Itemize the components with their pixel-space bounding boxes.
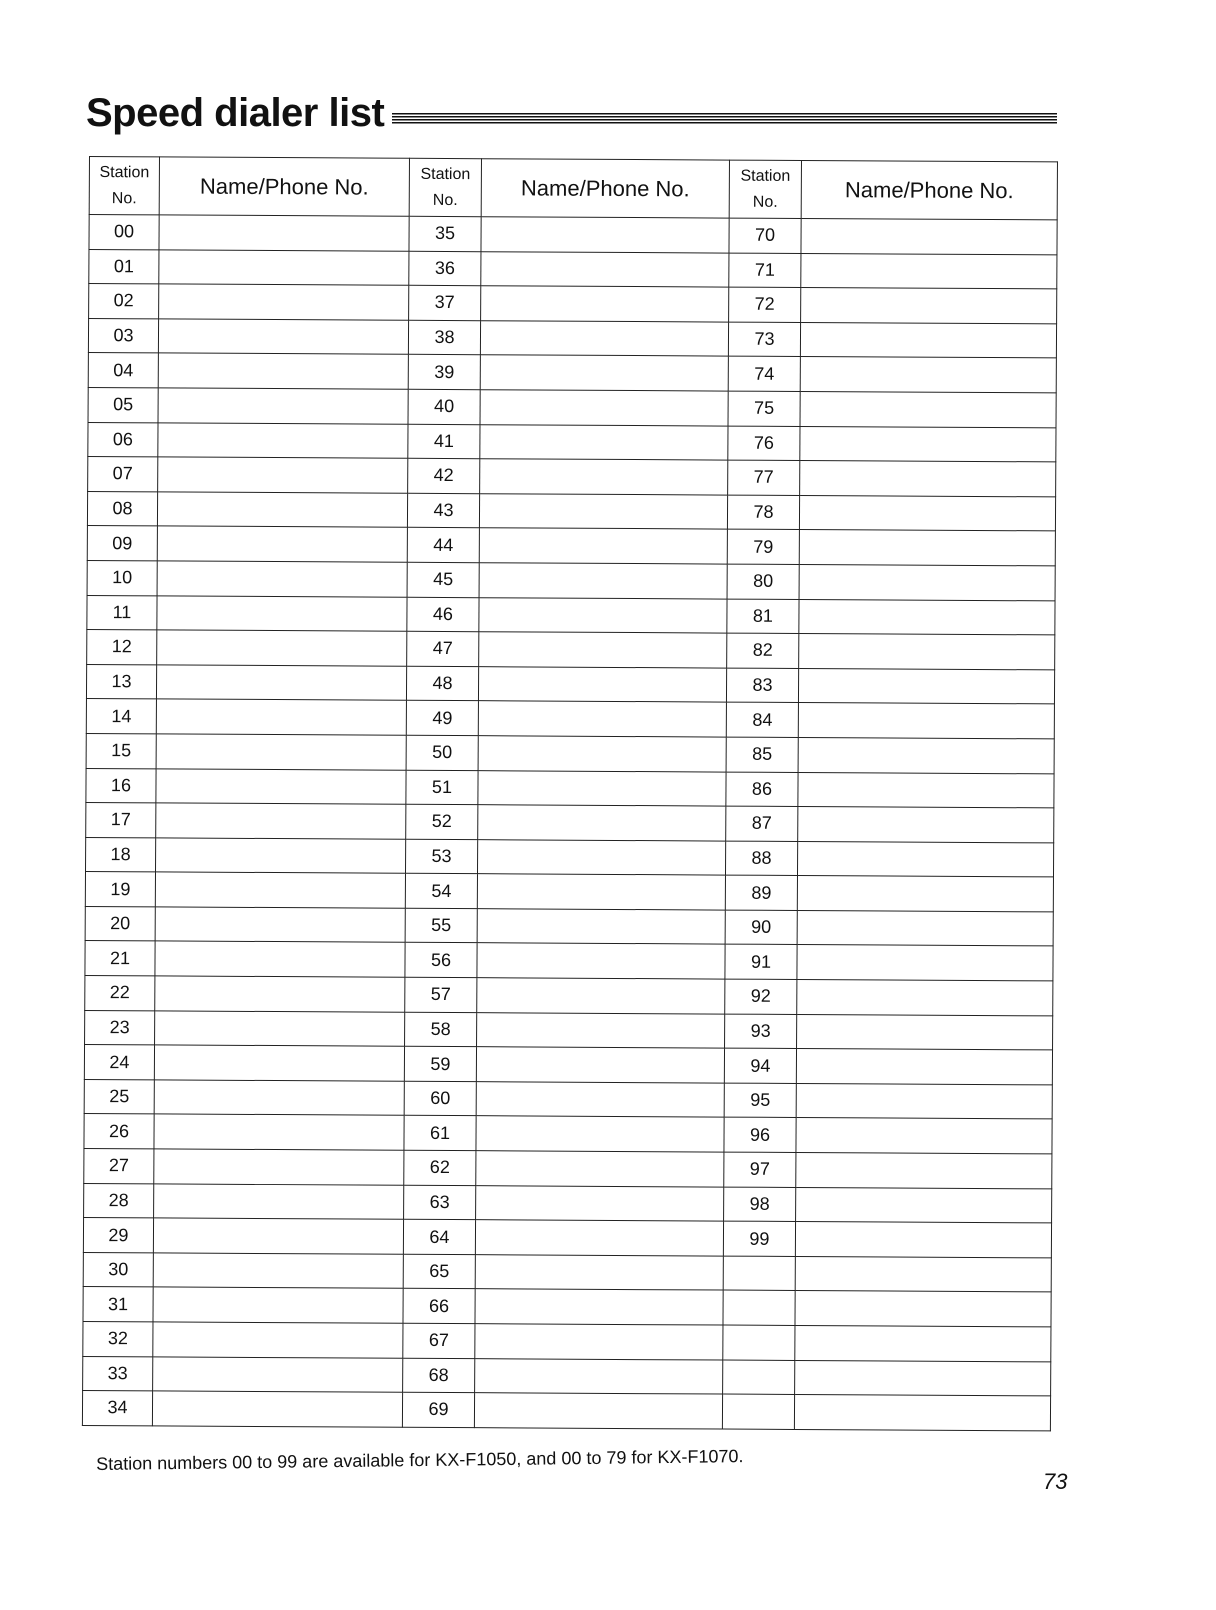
name-phone-cell (796, 1118, 1052, 1154)
name-phone-cell (155, 976, 405, 1012)
station-number-cell: 36 (409, 251, 481, 286)
name-phone-cell (795, 1360, 1051, 1396)
table-row (84, 1079, 1052, 1119)
name-phone-cell (158, 457, 408, 493)
table-row (84, 1149, 1052, 1189)
name-phone-cell (158, 353, 408, 389)
station-number-cell: 77 (728, 460, 800, 495)
name-phone-cell (153, 1218, 403, 1254)
name-phone-cell (799, 599, 1055, 635)
name-phone-cell (481, 217, 729, 253)
name-phone-cell (799, 530, 1055, 566)
station-number-cell: 42 (408, 458, 480, 493)
table-row (89, 249, 1057, 289)
table-row (86, 803, 1054, 843)
name-phone-cell (479, 493, 727, 529)
station-number-cell: 73 (728, 322, 800, 357)
table-row (87, 526, 1055, 566)
station-number-cell: 01 (89, 249, 159, 284)
table-row (84, 1114, 1052, 1154)
station-number-cell: 98 (724, 1187, 796, 1222)
table-row (88, 353, 1056, 393)
name-phone-cell (480, 459, 728, 495)
name-phone-cell (799, 564, 1055, 600)
name-phone-cell (478, 770, 726, 806)
name-phone-cell (800, 426, 1056, 462)
table-row (84, 1045, 1052, 1085)
name-phone-cell (158, 422, 408, 458)
table-row (87, 560, 1055, 600)
name-phone-cell (801, 288, 1057, 324)
name-phone-cell (153, 1322, 403, 1358)
name-phone-cell (796, 1049, 1052, 1085)
name-phone-cell (480, 390, 728, 426)
table-header-row (89, 157, 1057, 220)
station-number-cell: 26 (84, 1114, 154, 1149)
name-phone-cell (154, 1045, 404, 1081)
station-number-cell (723, 1290, 795, 1325)
name-phone-cell (156, 665, 406, 701)
title-rule (392, 113, 1057, 125)
name-phone-cell (156, 734, 406, 770)
name-phone-cell (477, 943, 725, 979)
name-phone-cell (158, 319, 408, 355)
station-number-cell: 88 (725, 841, 797, 876)
table-row (83, 1218, 1051, 1258)
station-number-cell: 06 (88, 422, 158, 457)
station-number-cell: 43 (407, 493, 479, 528)
name-phone-cell (799, 495, 1055, 531)
station-number-cell: 23 (85, 1010, 155, 1045)
table-row (86, 768, 1054, 808)
name-phone-cell (478, 736, 726, 772)
table-row (85, 941, 1053, 981)
station-number-cell: 46 (407, 597, 479, 632)
speed-dialer-table (82, 156, 1058, 1431)
table-row (89, 215, 1057, 255)
table-row (83, 1252, 1051, 1292)
name-phone-cell (475, 1324, 723, 1360)
name-phone-cell (476, 1082, 724, 1118)
station-number-cell: 59 (404, 1047, 476, 1082)
name-phone-cell (475, 1254, 723, 1290)
station-number-cell: 51 (406, 770, 478, 805)
name-phone-cell (796, 1187, 1052, 1223)
table-row (87, 491, 1055, 531)
name-phone-cell (477, 978, 725, 1014)
name-phone-cell (156, 803, 406, 839)
page-number: 73 (1043, 1469, 1068, 1494)
station-number-cell: 12 (87, 630, 157, 665)
table-row (88, 457, 1056, 497)
name-phone-cell (800, 461, 1056, 497)
table-row (83, 1356, 1051, 1396)
station-number-cell: 03 (88, 318, 158, 353)
table-row (87, 630, 1055, 670)
name-phone-cell (800, 357, 1056, 393)
name-phone-cell (479, 597, 727, 633)
name-phone-cell (475, 1289, 723, 1325)
name-phone-cell (476, 1151, 724, 1187)
name-phone-cell (480, 320, 728, 356)
station-number-cell: 87 (726, 806, 798, 841)
table-row (86, 664, 1054, 704)
station-number-cell: 04 (88, 353, 158, 388)
name-phone-cell (157, 595, 407, 631)
station-number-cell: 94 (724, 1048, 796, 1083)
table-row (88, 387, 1056, 427)
station-number-cell: 65 (403, 1254, 475, 1289)
station-number-cell: 28 (84, 1183, 154, 1218)
name-phone-cell (157, 561, 407, 597)
station-number-cell: 79 (727, 529, 799, 564)
name-phone-cell (798, 668, 1054, 704)
station-number-cell: 50 (406, 735, 478, 770)
name-phone-cell (797, 980, 1053, 1016)
name-phone-cell (795, 1222, 1051, 1258)
name-header-3: Name/Phone No. (801, 160, 1057, 219)
station-number-cell: 54 (405, 874, 477, 909)
station-number-cell: 80 (727, 564, 799, 599)
station-number-cell (723, 1360, 795, 1395)
station-number-cell: 92 (725, 979, 797, 1014)
station-number-cell: 16 (86, 768, 156, 803)
name-phone-cell (479, 632, 727, 668)
name-phone-cell (794, 1395, 1050, 1431)
station-header-1: Station No. (89, 157, 159, 215)
table-row (83, 1287, 1051, 1327)
name-phone-cell (477, 1012, 725, 1048)
station-number-cell: 29 (83, 1218, 153, 1253)
table-row (89, 284, 1057, 324)
station-number-cell: 47 (407, 631, 479, 666)
table-row (86, 837, 1054, 877)
name-phone-cell (156, 838, 406, 874)
station-number-cell: 99 (723, 1221, 795, 1256)
name-phone-cell (476, 1185, 724, 1221)
name-phone-cell (797, 876, 1053, 912)
table-row (85, 906, 1053, 946)
name-phone-cell (476, 1116, 724, 1152)
station-number-cell: 07 (88, 457, 158, 492)
name-phone-cell (801, 218, 1057, 254)
name-phone-cell (800, 322, 1056, 358)
name-phone-cell (157, 526, 407, 562)
table-row (88, 318, 1056, 358)
station-number-cell: 40 (408, 389, 480, 424)
name-phone-cell (156, 699, 406, 735)
station-number-cell: 44 (407, 528, 479, 563)
station-number-cell: 93 (725, 1014, 797, 1049)
station-number-cell: 39 (408, 355, 480, 390)
name-phone-cell (153, 1287, 403, 1323)
name-header-2: Name/Phone No. (481, 159, 729, 218)
name-phone-cell (157, 492, 407, 528)
name-phone-cell (153, 1356, 403, 1392)
name-phone-cell (798, 737, 1054, 773)
station-number-cell: 11 (87, 595, 157, 630)
station-number-cell: 30 (83, 1252, 153, 1287)
name-phone-cell (479, 563, 727, 599)
station-number-cell: 52 (406, 804, 478, 839)
name-phone-cell (799, 634, 1055, 670)
station-number-cell: 60 (404, 1081, 476, 1116)
station-number-cell: 56 (405, 943, 477, 978)
station-number-cell: 75 (728, 391, 800, 426)
station-number-cell (722, 1394, 794, 1429)
station-number-cell: 67 (403, 1323, 475, 1358)
name-phone-cell (795, 1291, 1051, 1327)
station-number-cell: 00 (89, 215, 159, 250)
name-phone-cell (478, 701, 726, 737)
station-number-cell: 32 (83, 1321, 153, 1356)
table-row (85, 872, 1053, 912)
station-number-cell: 09 (87, 526, 157, 561)
station-number-cell: 53 (405, 839, 477, 874)
station-number-cell: 96 (724, 1117, 796, 1152)
name-phone-cell (475, 1358, 723, 1394)
station-number-cell: 72 (729, 287, 801, 322)
station-number-cell: 55 (405, 908, 477, 943)
station-number-cell: 89 (725, 875, 797, 910)
station-number-cell: 63 (404, 1185, 476, 1220)
name-phone-cell (154, 1184, 404, 1220)
station-number-cell: 41 (408, 424, 480, 459)
station-number-cell: 21 (85, 941, 155, 976)
table-row (82, 1391, 1050, 1431)
station-number-cell: 14 (86, 699, 156, 734)
name-phone-cell (155, 907, 405, 943)
name-phone-cell (155, 941, 405, 977)
station-header-2: Station No. (409, 158, 481, 216)
station-number-cell: 49 (406, 701, 478, 736)
name-phone-cell (158, 388, 408, 424)
name-phone-cell (798, 703, 1054, 739)
name-phone-cell (798, 807, 1054, 843)
station-number-cell: 84 (726, 702, 798, 737)
name-phone-cell (801, 253, 1057, 289)
speed-dialer-table-wrap (82, 156, 1057, 1431)
name-phone-cell (159, 249, 409, 285)
station-number-cell: 24 (84, 1045, 154, 1080)
name-phone-cell (480, 355, 728, 391)
station-number-cell: 37 (409, 285, 481, 320)
name-phone-cell (797, 1014, 1053, 1050)
name-phone-cell (797, 910, 1053, 946)
name-phone-cell (795, 1325, 1051, 1361)
name-phone-cell (154, 1149, 404, 1185)
station-number-cell: 19 (85, 872, 155, 907)
station-number-cell: 66 (403, 1289, 475, 1324)
station-number-cell: 91 (725, 945, 797, 980)
station-number-cell (723, 1256, 795, 1291)
station-number-cell: 35 (409, 216, 481, 251)
name-phone-cell (474, 1393, 722, 1429)
table-row (88, 422, 1056, 462)
station-number-cell: 08 (87, 491, 157, 526)
station-number-cell: 45 (407, 562, 479, 597)
name-phone-cell (796, 1083, 1052, 1119)
name-phone-cell (154, 1114, 404, 1150)
station-number-cell: 15 (86, 733, 156, 768)
table-row (87, 595, 1055, 635)
table-row (86, 733, 1054, 773)
name-phone-cell (155, 872, 405, 908)
name-header-1: Name/Phone No. (159, 157, 409, 216)
name-phone-cell (475, 1220, 723, 1256)
table-row (85, 1010, 1053, 1050)
name-phone-cell (797, 841, 1053, 877)
station-number-cell (723, 1325, 795, 1360)
station-number-cell: 17 (86, 803, 156, 838)
station-number-cell: 62 (404, 1150, 476, 1185)
station-number-cell: 20 (85, 906, 155, 941)
station-number-cell: 05 (88, 387, 158, 422)
name-phone-cell (478, 805, 726, 841)
name-phone-cell (156, 768, 406, 804)
table-row (85, 976, 1053, 1016)
station-number-cell: 57 (405, 977, 477, 1012)
station-number-cell: 38 (408, 320, 480, 355)
name-phone-cell (159, 284, 409, 320)
name-phone-cell (481, 286, 729, 322)
name-phone-cell (479, 528, 727, 564)
station-number-cell: 78 (727, 495, 799, 530)
name-phone-cell (478, 666, 726, 702)
station-number-cell: 58 (405, 1012, 477, 1047)
name-phone-cell (152, 1391, 402, 1427)
station-number-cell: 81 (727, 599, 799, 634)
name-phone-cell (155, 1011, 405, 1047)
station-number-cell: 22 (85, 976, 155, 1011)
station-number-cell: 34 (82, 1391, 152, 1426)
station-number-cell: 86 (726, 772, 798, 807)
name-phone-cell (477, 909, 725, 945)
name-phone-cell (798, 772, 1054, 808)
name-phone-cell (797, 945, 1053, 981)
name-phone-cell (157, 630, 407, 666)
station-header-3: Station No. (729, 160, 801, 218)
station-number-cell: 33 (83, 1356, 153, 1391)
name-phone-cell (476, 1047, 724, 1083)
table-row (84, 1183, 1052, 1223)
station-number-cell: 13 (86, 664, 156, 699)
name-phone-cell (153, 1253, 403, 1289)
station-number-cell: 90 (725, 910, 797, 945)
station-number-cell: 18 (86, 837, 156, 872)
station-number-cell: 95 (724, 1083, 796, 1118)
name-phone-cell (477, 874, 725, 910)
station-number-cell: 25 (84, 1079, 154, 1114)
station-number-cell: 97 (724, 1152, 796, 1187)
station-number-cell: 82 (727, 633, 799, 668)
station-number-cell: 10 (87, 560, 157, 595)
page-title: Speed dialer list (86, 91, 385, 135)
station-number-cell: 48 (406, 666, 478, 701)
name-phone-cell (477, 839, 725, 875)
station-number-cell: 83 (726, 668, 798, 703)
station-number-cell: 76 (728, 426, 800, 461)
station-number-cell: 74 (728, 356, 800, 391)
station-number-cell: 02 (89, 284, 159, 319)
station-number-cell: 61 (404, 1116, 476, 1151)
name-phone-cell (796, 1152, 1052, 1188)
name-phone-cell (154, 1080, 404, 1116)
table-row (83, 1321, 1051, 1361)
station-number-cell: 31 (83, 1287, 153, 1322)
table-row (86, 699, 1054, 739)
name-phone-cell (800, 391, 1056, 427)
station-number-cell: 70 (729, 218, 801, 253)
station-number-cell: 69 (402, 1392, 474, 1427)
name-phone-cell (159, 215, 409, 251)
station-number-cell: 85 (726, 737, 798, 772)
station-number-cell: 68 (403, 1358, 475, 1393)
station-number-cell: 27 (84, 1149, 154, 1184)
footnote: Station numbers 00 to 99 are available for KX-F1050, and 00 to 79 for KX-F1070. (96, 1446, 744, 1474)
station-number-cell: 71 (729, 253, 801, 288)
station-number-cell: 64 (403, 1219, 475, 1254)
name-phone-cell (480, 424, 728, 460)
name-phone-cell (795, 1256, 1051, 1292)
name-phone-cell (481, 251, 729, 287)
